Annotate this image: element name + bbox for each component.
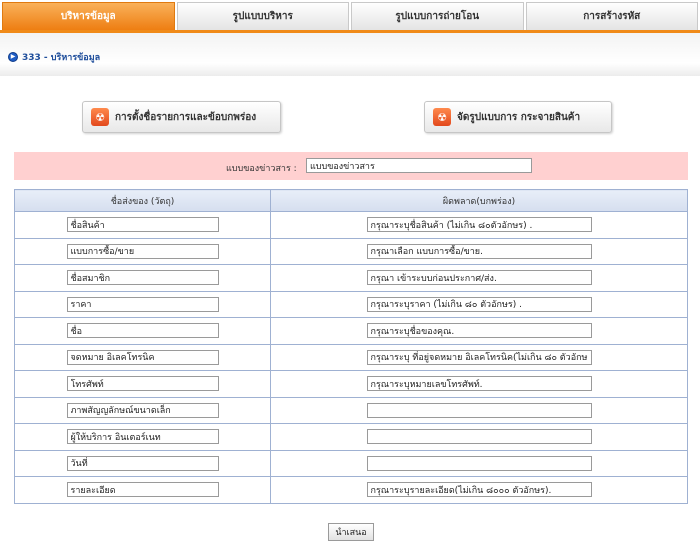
field-name-input[interactable] [67, 297, 219, 312]
table-header-row [15, 190, 688, 212]
table-row [15, 212, 688, 239]
table-row [15, 344, 688, 371]
main-tabs [0, 0, 700, 30]
field-name-input[interactable] [67, 376, 219, 391]
tab-management-format[interactable]: รูปแบบบริหาร [177, 2, 350, 30]
field-name-input[interactable] [67, 217, 219, 232]
table-row [15, 371, 688, 398]
table-row [15, 265, 688, 292]
table-row [15, 318, 688, 345]
error-message-input[interactable] [367, 482, 592, 497]
table-row [15, 424, 688, 451]
field-name-input[interactable] [67, 323, 219, 338]
submit-button[interactable]: นำเสนอ [328, 523, 374, 541]
tab-transfer-format[interactable]: รูปแบบการถ่ายโอน [351, 2, 524, 30]
table-row [15, 238, 688, 265]
distribution-format-label: จัดรูปแบบการ กระจายสินค้า [457, 111, 581, 123]
distribution-format-button[interactable] [424, 101, 612, 133]
error-message-input[interactable] [367, 403, 592, 418]
tab-code-generation[interactable]: การสร้างรหัส [526, 2, 699, 30]
error-message-input[interactable] [367, 350, 592, 365]
tab-data-management[interactable]: บริหารข้อมูล [2, 2, 175, 30]
error-message-input[interactable] [367, 244, 592, 259]
radiation-icon: ☢ [91, 108, 109, 126]
field-name-input[interactable] [67, 403, 219, 418]
error-message-input[interactable] [367, 297, 592, 312]
breadcrumb-text: 333 - บริหารข้อมูล [22, 53, 101, 63]
error-message-input[interactable] [367, 429, 592, 444]
error-message-input[interactable] [367, 456, 592, 471]
field-name-input[interactable] [67, 456, 219, 471]
column-header-error: ผิดพลาด(บกพร่อง) [271, 190, 688, 212]
message-type-bar [14, 152, 688, 180]
field-name-input[interactable] [67, 350, 219, 365]
error-message-input[interactable] [367, 323, 592, 338]
field-name-input[interactable] [67, 270, 219, 285]
table-row [15, 397, 688, 424]
field-name-input[interactable] [67, 429, 219, 444]
field-name-input[interactable] [67, 244, 219, 259]
arrow-circle-icon: ▶ [8, 52, 18, 62]
error-message-input[interactable] [367, 217, 592, 232]
breadcrumb [8, 50, 100, 64]
naming-and-errors-label: การตั้งชื่อรายการและข้อบกพร่อง [115, 111, 257, 123]
sub-header [0, 30, 700, 76]
error-message-input[interactable] [367, 270, 592, 285]
field-error-table [14, 189, 688, 504]
field-name-input[interactable] [67, 482, 219, 497]
column-header-object: ชื่อส่งของ (วัตถุ) [15, 190, 271, 212]
table-row [15, 291, 688, 318]
naming-and-errors-button[interactable] [82, 101, 281, 133]
radiation-icon: ☢ [433, 108, 451, 126]
message-type-input[interactable] [306, 158, 532, 173]
table-row [15, 477, 688, 504]
message-type-label: แบบของข่าวสาร : [226, 164, 297, 174]
error-message-input[interactable] [367, 376, 592, 391]
table-row [15, 450, 688, 477]
